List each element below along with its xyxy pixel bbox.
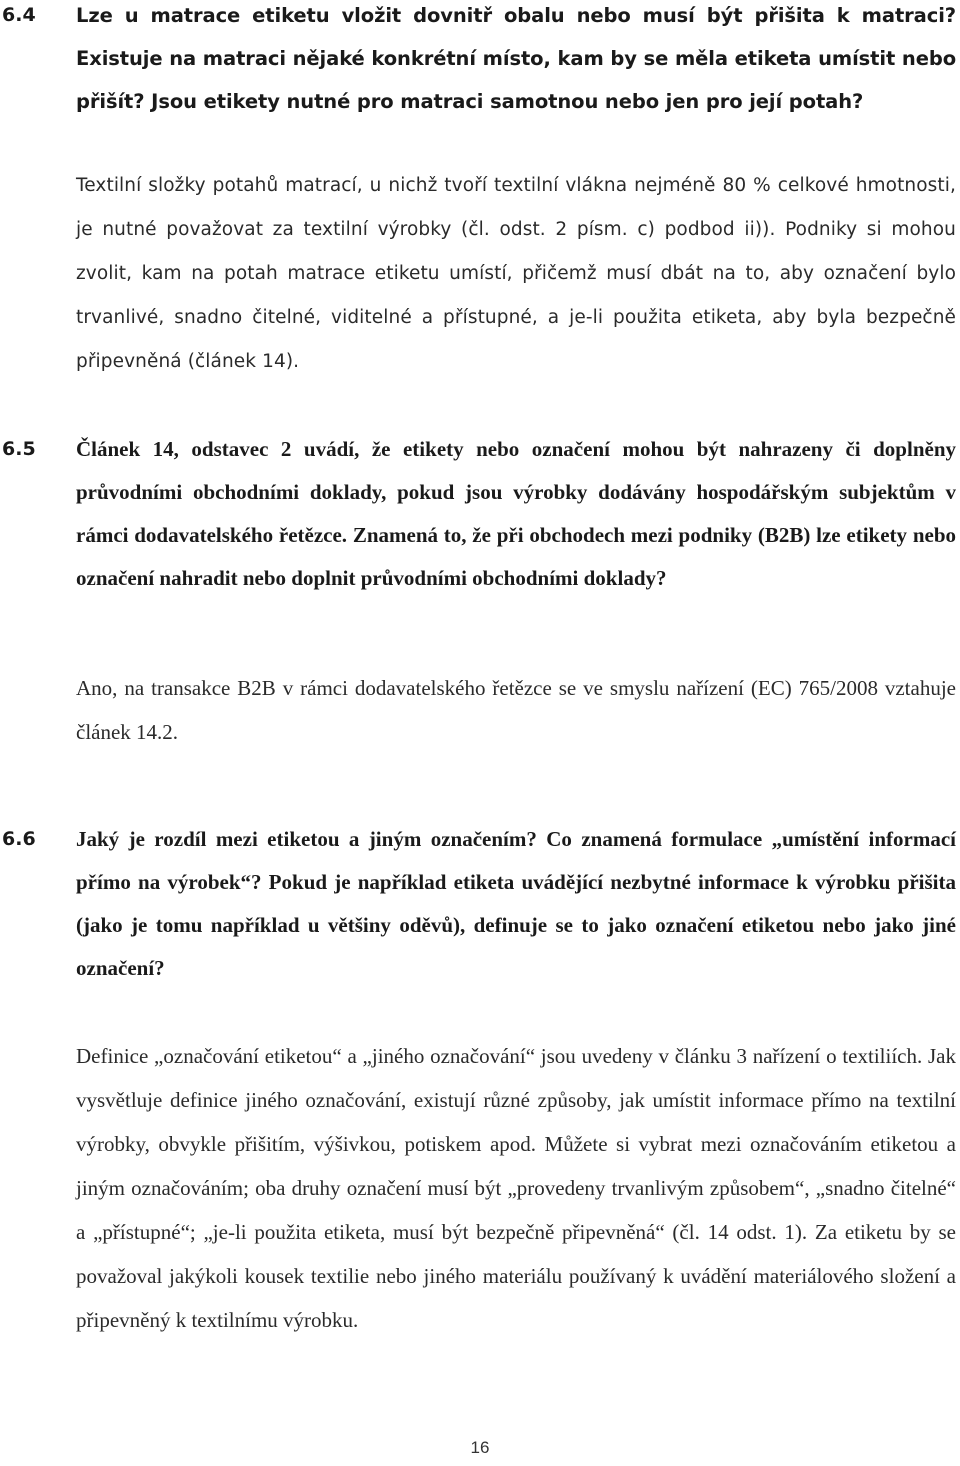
section-answer: Ano, na transakce B2B v rámci dodavatelského řetězce se ve smyslu nařízení (EC) 765/2008 vztahuje článek 14.2. [76,676,956,744]
page-number: 16 [470,1438,490,1457]
section-answer: Textilní složky potahů matrací, u nichž tvoří textilní vlákna nejméně 80 % celkové hmotnosti, je nutné považovat za textilní výrobky (čl. odst. 2 písm. c) podbod ii)). Podniky si mohou zvolit, kam na potah matrace etiketu umístí, přičemž musí dbát na to, aby označení bylo trvanlivé, snadno čitelné, viditelné a přístupné, a je-li použita etiketa, aby byla bezpečně připevněná (článek 14). [76,175,956,372]
section-question: Jaký je rozdíl mezi etiketou a jiným označením? Co znamená formulace „umístění informací přímo na výrobek“? Pokud je například etiketa uvádějící nezbytné informace k výrobku přišita (jako je tomu například u většiny oděvů), definuje se to jako označení etiketou nebo jako jiné označení? [76,827,956,980]
section-answer: Definice „označování etiketou“ a „jiného označování“ jsou uvedeny v článku 3 nařízení o textiliích. Jak vysvětluje definice jiného označování, existují různé způsoby, jak umístit informace přímo na textilní výrobky, obvykle přišitím, výšivkou, potiskem apod. Můžete si vybrat mezi označováním etiketou a jiným označováním; oba druhy označení musí být „provedeny trvanlivým způsobem“, „snadno čitelné“ a „přístupné“; „je-li použita etiketa, musí být bezpečně připevněná“ (čl. 14 odst. 1). Za etiketu by se považoval jakýkoli kousek textilie nebo jiného materiálu používaný k uvádění materiálového složení a připevněný k textilnímu výrobku. [76,1044,956,1332]
section-question: Lze u matrace etiketu vložit dovnitř obalu nebo musí být přišita k matraci? Existuje na matraci nějaké konkrétní místo, kam by se měla etiketa umístit nebo přišít? Jsou etikety nutné pro matraci samotnou nebo jen pro její potah? [76,4,956,113]
section-number: 6.6 [2,828,36,850]
section-question: Článek 14, odstavec 2 uvádí, že etikety nebo označení mohou být nahrazeny či doplněny průvodními obchodními doklady, pokud jsou výrobky dodávány hospodářským subjektům v rámci dodavatelského řetězce. Znamená to, že při obchodech mezi podniky (B2B) lze etikety nebo označení nahradit nebo doplnit průvodními obchodními doklady? [76,437,956,590]
section-number: 6.4 [2,4,36,26]
section-number: 6.5 [2,438,36,460]
